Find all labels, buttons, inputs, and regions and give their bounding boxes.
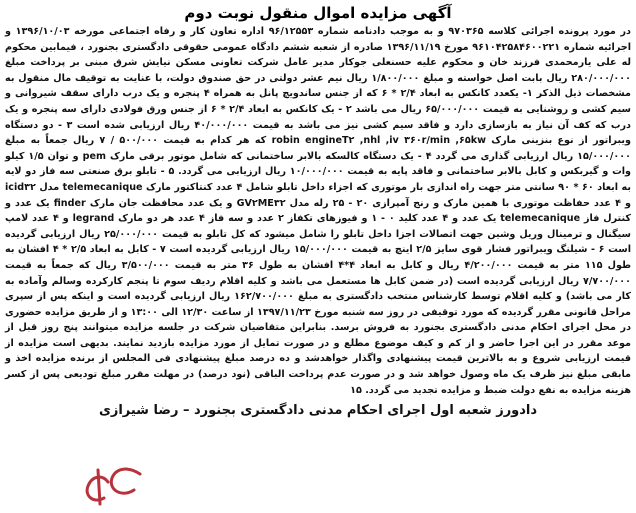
notice-title: آگهی مزایده اموال منقول نوبت دوم (184, 4, 452, 22)
notice-body: در مورد پرونده اجرائی کلاسه ۹۷۰۳۶۵ و به موجب دادنامه شماره ۹۶/۱۲۵۵۳ اداره تعاون کار و رفاه اجتماعی مورخه ۱۳۹۶/۱۰/۰۳ و اجرائیه شماره ۹۶۱۰۴۲۵۸۴۶۰۰۲۲۱ مورخ ۱۳۹۶/۱۱/۱۹ صادره از شعبه ششم دادگاه عمومی حقوقی دادگستری بجنورد ، فیمابین محکوم له علی یارمحمدی فرزند خان و محکوم علیه حسنعلی جوکار مدیر عامل شرکت تعاونی مسکن نیایش شرق مبنی بر پرداخت مبلغ ۲۸۰/۰۰۰/۰۰۰ ریال بابت اصل خواسته و مبلغ ۱/۸۰۰/۰۰۰ ریال نیم عشر دولتی در حق صندوق دولت، با عنایت به توقیف مال منقول به مشخصات ذیل الذکر ۱- یکعدد کانکس به ابعاد ۲/۴ * ۶ که از جنس ساندویچ پانل به همراه ۴ پنجره و یک درب دارای سقف شیروانی و سیم کشی و روشنایی به قیمت ۶۵/۰۰۰/۰۰۰ ریال می باشد ۲ - یک کانکس به ابعاد ۲/۴ * ۶ از جنس ورق فولادی دارای سه پنجره و یک درب که کف آن نیاز به بازسازی دارد و فاقد سیم کشی نیز می باشد به قیمت ۴۰/۰۰۰/۰۰۰ ریال ارزیابی شده است ۳ - دو دستگاه ویبراتور از نوع بنزینی مارک robin engineT۲ ,nhl ,iv ۳۶۰r/min ,۶۵kw که هر کدام به قیمت ۵۰۰/۰۰۰ / ۷ ریال جمعاً به مبلغ ۱۵/۰۰۰/۰۰۰ ریال ارزیابی گذاری می گردد ۴ - یک دستگاه کالسکه بالابر ساختمانی که شامل موتور برقی مارک pem و توان ۱/۵ کیلو وات و گیربکس و کابل بالابر ساختمانی و فاقد پایه به قیمت ۱۰/۰۰۰/۰۰۰ ریال ارزیابی می گردد. ۵ - تابلو برق صنعتی سه فاز دو لایه به ابعاد ۶۰ * ۹۰ سانتی متر جهت راه اندازی بار موتوری که اجزاء داخل تابلو شامل ۴ عدد کنتاکتور مارک telemecanique مدل icid۳۲ و ۴ عدد حفاظت موتوری با همین مارک و رنج آمپرازی ۲۰ - ۲۵ رله مدل GV۲ME۳۲ و یک عدد محافظت جان مارک finder یک عدد و کنترل فاز telemecanique یک عدد و ۴ عدد کلید ۰ - ۱ و فیوزهای تکفاز ۲ عدد و سه فاز ۴ عدد هر دو مارک legrand و ۴ عدد لامپ سیگنال و ترمینال وریل وشین جهت اتصالات اجزا داخل تابلو را شامل میشود که کل تابلو به قیمت ۲۵/۰۰۰/۰۰۰ ریال ارزیابی گردیده است ۶ - شیلنگ ویبراتور فشار قوی سایز ۲/۵ اینچ به قیمت ۱۵/۰۰۰/۰۰۰ ریال ارزیابی گردیده است ۷ - کابل به ابعاد ۲/۵ * ۴ افشان به طول ۱۱۵ متر به قیمت ۴/۲۰۰/۰۰۰ ریال و کابل به ابعاد ۴*۴ افشان به طول ۳۶ متر به قیمت ۳/۵۰۰/۰۰۰ ریال که جمعاً به قیمت ۷/۷۰۰/۰۰۰ ریال ارزیابی گردیده است (در ضمن کابل ها مستعمل می باشد و کلیه اقلام ردیف سوم تا پنجم کارکرده وسالم وآماده به کار می باشد) و کلیه اقلام توسط کارشناس منتخب دادگستری به مبلغ ۱۶۲/۷۰۰/۰۰۰ ریال ارزیابی گردیده است و اینکه پس از سپری مراحل قانونی مقرر گردیده که مورد توقیفی در روز سه شنبه مورخ ۱۳۹۷/۱۱/۲۳ از ساعت ۱۲/۳۰ الی ۱۳:۰۰ و از طریق مزایده حضوری در محل اجرای احکام مدنی دادگستری بجنورد به فروش برسد. بنابراین متقاضیان شرکت در جلسه مزایده میتوانند پنج روز قبل از موعد مقرر در این اجرا حاضر و از کم و کیف موضوع مطلع و در صورت تمایل از مورد مزایده بازدید نمایند. بدیهی است مزایده از قیمت ارزیابی شروع و به بالاترین قیمت پیشنهادی واگذار خواهدشد و ده درصد مبلغ پیشنهادی فی المجلس از برنده مزایده اخذ و مابقی مبلغ نیز ظرف یک ماه وصول خواهد شد و در صورت عدم پرداخت الباقی (نود درصد) در مهلت مقرر مبلغ تودیعی پس از کسر هزینه مزایده به نفع دولت ضبط و مزایده تجدید می گردد. ۱۵ (5, 26, 632, 396)
handwritten-mark (78, 464, 152, 508)
notice-signature: دادورز شعبه اول اجرای احکام مدنی دادگستری بجنورد – رضا شیرازی (98, 403, 538, 419)
